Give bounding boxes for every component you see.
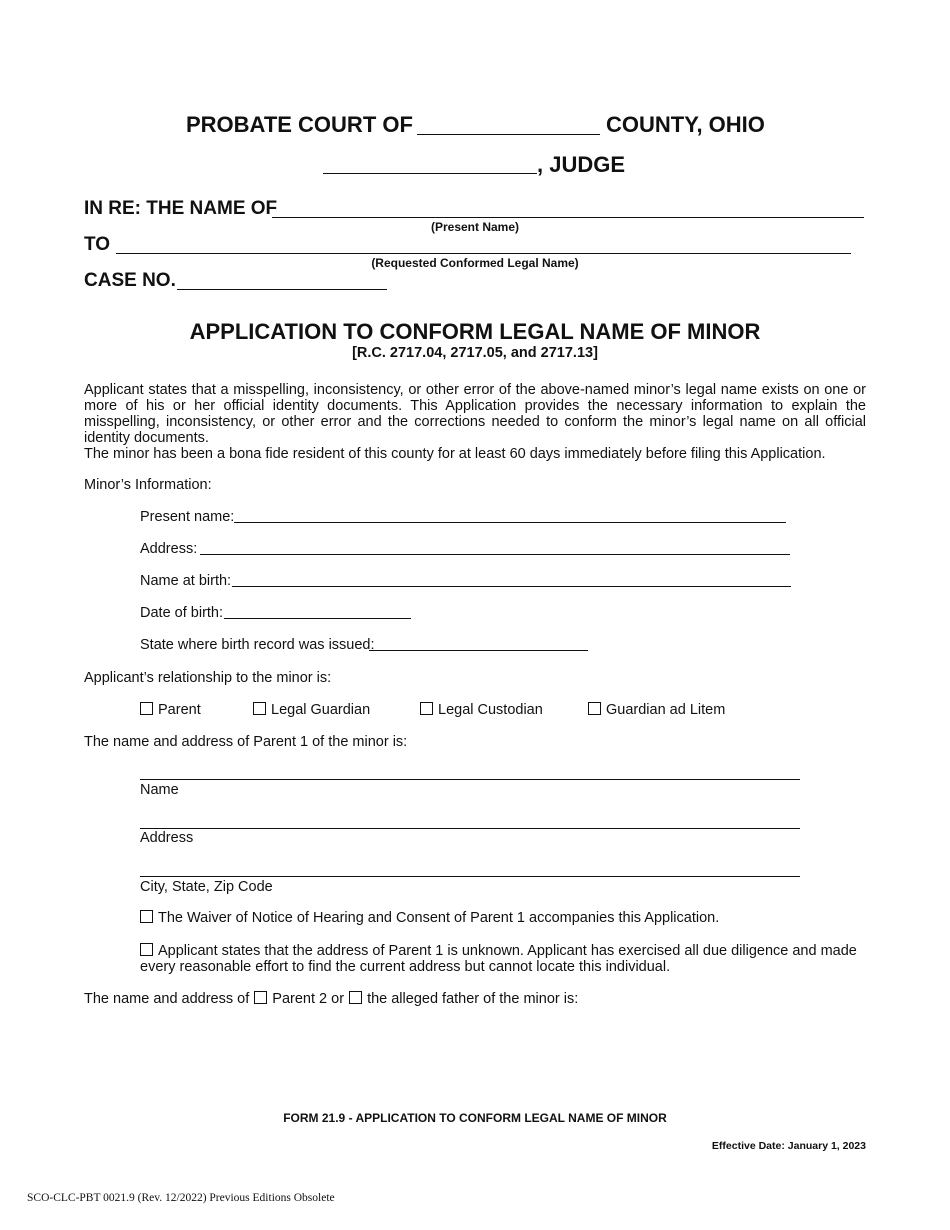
intro-paragraph: Applicant states that a misspelling, inconsistency, or other error of the above-named minor’s legal name exists on one or more of his or her official identity documents. This Application provides the necessary information to explain the misspelling, inconsistency, or other error and the corrections needed to conform the minor’s legal name on all official identity documents. <box>84 382 866 446</box>
county-blank[interactable] <box>417 134 600 135</box>
option-label: Legal Guardian <box>271 702 371 718</box>
unknown-address-text: Applicant states that the address of Parent 1 is unknown. Applicant has exercised all due diligence and made every reasonable effort to find the current address but cannot locate this individual. <box>140 943 857 975</box>
relationship-heading: Applicant’s relationship to the minor is: <box>84 670 332 686</box>
parent1-city-field[interactable] <box>140 876 800 877</box>
relationship-option-legal-guardian[interactable] <box>253 702 370 718</box>
name-at-birth-field[interactable] <box>232 586 791 587</box>
in-re-label: IN RE: THE NAME OF <box>84 198 278 219</box>
judge-label: , JUDGE <box>537 152 626 177</box>
parent1-address-field[interactable] <box>140 828 800 829</box>
alleged-father-label: the alleged father of the minor is: <box>367 991 579 1007</box>
judge-name-blank[interactable] <box>323 173 537 174</box>
checkbox-parent2[interactable] <box>254 991 267 1004</box>
case-no-label: CASE NO. <box>84 270 176 291</box>
effective-date: Effective Date: January 1, 2023 <box>711 1140 866 1152</box>
footer-form-title: FORM 21.9 - APPLICATION TO CONFORM LEGAL NAME OF MINOR <box>283 1111 667 1125</box>
unknown-address-option[interactable] <box>140 943 867 975</box>
to-label: TO <box>84 234 111 255</box>
state-birth-record-label: State where birth record was issued: <box>140 637 375 653</box>
parent2-prefix: The name and address of <box>84 991 250 1007</box>
case-no-blank[interactable] <box>177 289 387 290</box>
court-suffix: COUNTY, OHIO <box>606 112 765 137</box>
waiver-text: The Waiver of Notice of Hearing and Consent of Parent 1 accompanies this Application. <box>158 910 720 926</box>
relationship-option-parent[interactable] <box>140 702 201 718</box>
state-birth-record-field[interactable] <box>369 650 588 651</box>
present-name-caption: (Present Name) <box>430 220 520 234</box>
parent1-heading: The name and address of Parent 1 of the minor is: <box>84 734 408 750</box>
name-at-birth-label: Name at birth: <box>140 573 232 589</box>
present-name-blank[interactable] <box>272 217 864 218</box>
option-label: Guardian ad Litem <box>606 702 726 718</box>
date-of-birth-field[interactable] <box>224 618 411 619</box>
date-of-birth-label: Date of birth: <box>140 605 224 621</box>
parent1-name-field[interactable] <box>140 779 800 780</box>
address-field[interactable] <box>200 554 790 555</box>
parent1-address-label: Address <box>140 830 194 846</box>
checkbox[interactable] <box>140 910 153 923</box>
form-title: APPLICATION TO CONFORM LEGAL NAME OF MINOR <box>189 319 761 344</box>
checkbox[interactable] <box>420 702 433 715</box>
parent2-line <box>84 991 578 1007</box>
checkbox-alleged-father[interactable] <box>349 991 362 1004</box>
address-label: Address: <box>140 541 198 557</box>
requested-name-caption: (Requested Conformed Legal Name) <box>371 256 579 270</box>
option-label: Legal Custodian <box>438 702 543 718</box>
option-label: Parent <box>158 702 201 718</box>
parent1-city-label: City, State, Zip Code <box>140 879 273 895</box>
relationship-option-guardian-ad-litem[interactable] <box>588 702 725 718</box>
checkbox[interactable] <box>253 702 266 715</box>
requested-name-blank[interactable] <box>116 253 851 254</box>
checkbox[interactable] <box>588 702 601 715</box>
checkbox[interactable] <box>140 943 153 956</box>
checkbox[interactable] <box>140 702 153 715</box>
present-name-label: Present name: <box>140 509 235 525</box>
waiver-option[interactable] <box>140 910 719 926</box>
parent1-name-label: Name <box>140 782 179 798</box>
statute-reference: [R.C. 2717.04, 2717.05, and 2717.13] <box>352 345 598 361</box>
court-prefix: PROBATE COURT OF <box>186 112 413 137</box>
parent2-option-label: Parent 2 or <box>272 991 345 1007</box>
minor-info-heading: Minor’s Information: <box>84 477 212 493</box>
relationship-option-legal-custodian[interactable] <box>420 702 543 718</box>
form-code: SCO-CLC-PBT 0021.9 (Rev. 12/2022) Previous Editions Obsolete <box>27 1192 335 1204</box>
present-name-field[interactable] <box>234 522 786 523</box>
residency-paragraph: The minor has been a bona fide resident of this county for at least 60 days immediately before filing this Application. <box>84 446 826 462</box>
